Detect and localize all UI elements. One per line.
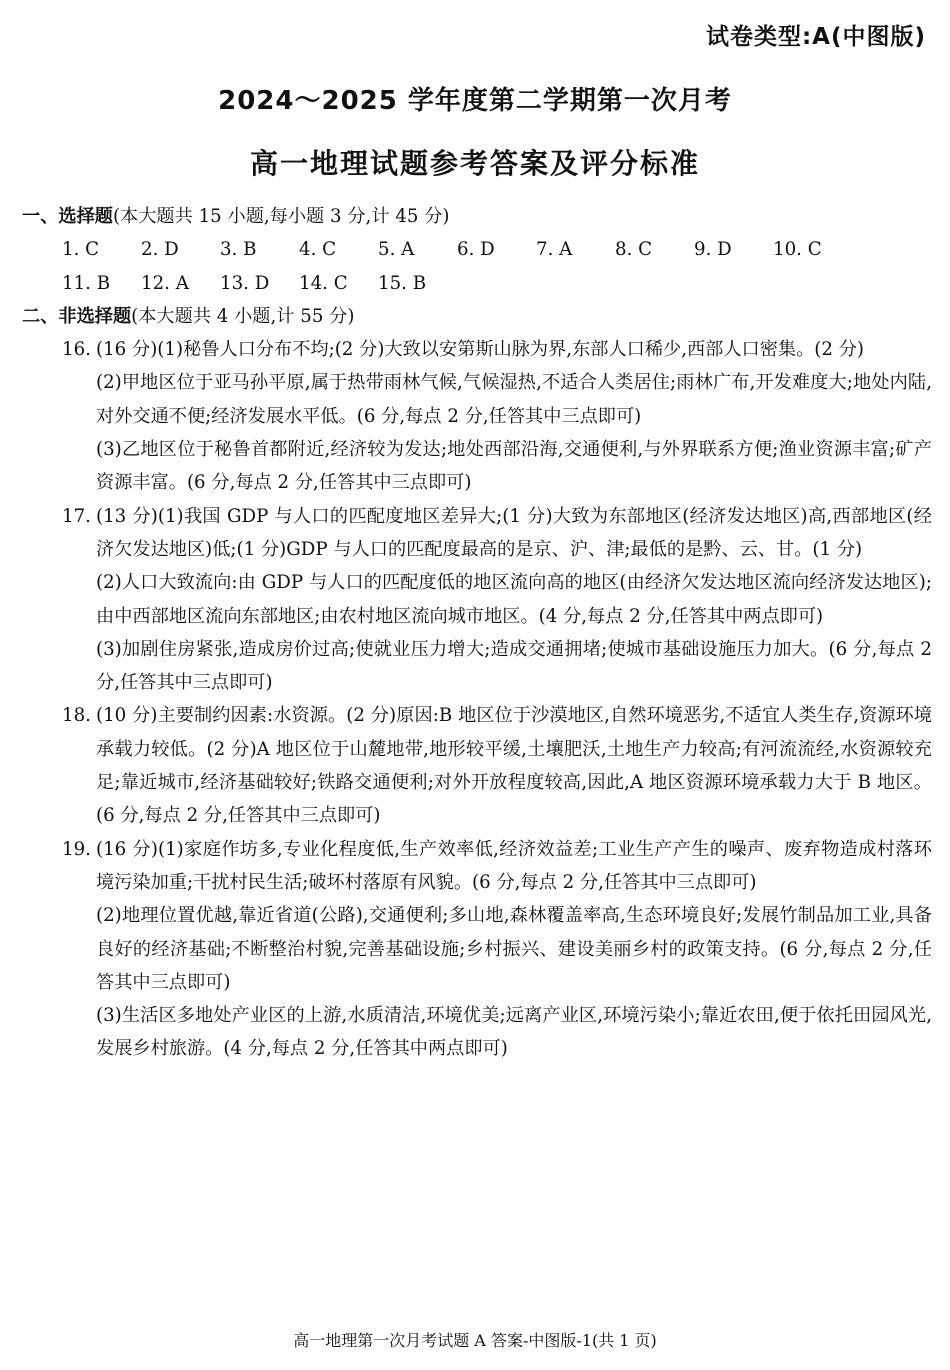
document-title: 高一地理试题参考答案及评分标准: [249, 147, 700, 180]
question-17: [62, 500, 932, 567]
question-number: 17.: [62, 505, 91, 527]
section-1-heading: [22, 200, 932, 233]
mc-answers-row-2: [22, 267, 932, 300]
section-1-title: 一、选择题: [22, 206, 113, 227]
mc-answer: 5. A: [378, 239, 415, 261]
q19-part-1: (16 分)(1)家庭作坊多,专业化程度低,生产效率低,经济效益差;工业生产产生的噪声、废弃物造成村落环境污染加重;干扰村民生活;破坏村落原有风貌。(6 分,每点 2 分,任答其中三点即可): [96, 838, 932, 893]
section-2-note: (本大题共 4 小题,计 55 分): [131, 305, 355, 327]
q17-part-2: (2)人口大致流向:由 GDP 与人口的匹配度低的地区流向高的地区(由经济欠发达地区流向经济发达地区);由中西部地区流向东部地区;由农村地区流向城市地区。(4 分,每点 2 分,任答其中两点即可): [96, 572, 932, 627]
mc-answer: 9. D: [694, 239, 732, 261]
mc-answer: 15. B: [378, 272, 427, 294]
mc-answer: 1. C: [62, 239, 100, 261]
page-footer: 高一地理第一次月考试题 A 答案-中图版-1(共 1 页): [293, 1331, 657, 1350]
mc-answer: 8. C: [615, 239, 653, 261]
section-1-note: (本大题共 15 小题,每小题 3 分,计 45 分): [112, 206, 450, 227]
q16-part-1: (16 分)(1)秘鲁人口分布不均;(2 分)大致以安第斯山脉为界,东部人口稀少,西部人口密集。(2 分): [96, 339, 865, 361]
answer-content: [22, 200, 932, 1066]
mc-answer: 11. B: [62, 272, 111, 294]
mc-answer: 12. A: [141, 272, 189, 294]
q18-part-1: (10 分)主要制约因素:水资源。(2 分)原因:B 地区位于沙漠地区,自然环境恶劣,不适宜人类生存,资源环境承载力较低。(2 分)A 地区位于山麓地带,地形较平缓,土壤肥沃,土地生产力较高;有河流流经,水资源较充足;靠近城市,经济基础较好;铁路交通便利;对外开放程度较高,因此,A 地区资源环境承载力大于 B 地区。(6 分,每点 2 分,任答其中三点即可): [96, 705, 933, 827]
mc-answer: 10. C: [773, 239, 822, 261]
q16-part-3: (3)乙地区位于秘鲁首都附近,经济较为发达;地处西部沿海,交通便利,与外界联系方便;渔业资源丰富;矿产资源丰富。(6 分,每点 2 分,任答其中三点即可): [96, 439, 932, 494]
section-2-title: 二、非选择题: [22, 305, 132, 327]
question-19: [62, 833, 932, 900]
question-18: [62, 699, 932, 832]
mc-answers-row-1: [22, 233, 932, 266]
mc-answer: 14. C: [299, 272, 348, 294]
mc-answer: 7. A: [536, 239, 573, 261]
q19-part-2: (2)地理位置优越,靠近省道(公路),交通便利;多山地,森林覆盖率高,生态环境良好;发展竹制品加工业,具备良好的经济基础;不断整治村貌,完善基础设施;乡村振兴、建设美丽乡村的政策支持。(6 分,每点 2 分,任答其中三点即可): [96, 905, 932, 993]
question-number: 19.: [62, 838, 91, 860]
question-16: [62, 333, 932, 366]
mc-answer: 4. C: [299, 239, 337, 261]
exam-title: 2024～2025 学年度第二学期第一次月考: [218, 86, 732, 116]
question-number: 16.: [62, 339, 91, 361]
mc-answer: 13. D: [220, 272, 270, 294]
q17-part-1: (13 分)(1)我国 GDP 与人口的匹配度地区差异大;(1 分)大致为东部地区(经济发达地区)高,西部地区(经济欠发达地区)低;(1 分)GDP 与人口的匹配度最高的是京、沪、津;最低的是黔、云、甘。(1 分): [96, 505, 932, 560]
mc-answer: 3. B: [220, 239, 257, 261]
mc-answer: 6. D: [457, 239, 495, 261]
question-number: 18.: [62, 705, 91, 727]
section-2-heading: [22, 300, 932, 333]
q16-part-2: (2)甲地区位于亚马孙平原,属于热带雨林气候,气候湿热,不适合人类居住;雨林广布,开发难度大;地处内陆,对外交通不便;经济发展水平低。(6 分,每点 2 分,任答其中三点即可): [96, 372, 932, 427]
mc-answer: 2. D: [141, 239, 179, 261]
q17-part-3: (3)加剧住房紧张,造成房价过高;使就业压力增大;造成交通拥堵;使城市基础设施压力加大。(6 分,每点 2 分,任答其中三点即可): [96, 638, 932, 694]
paper-type-label: 试卷类型:A(中图版): [705, 24, 926, 50]
q19-part-3: (3)生活区多地处产业区的上游,水质清洁,环境优美;远离产业区,环境污染小;靠近农田,便于依托田园风光,发展乡村旅游。(4 分,每点 2 分,任答其中两点即可): [96, 1005, 932, 1060]
